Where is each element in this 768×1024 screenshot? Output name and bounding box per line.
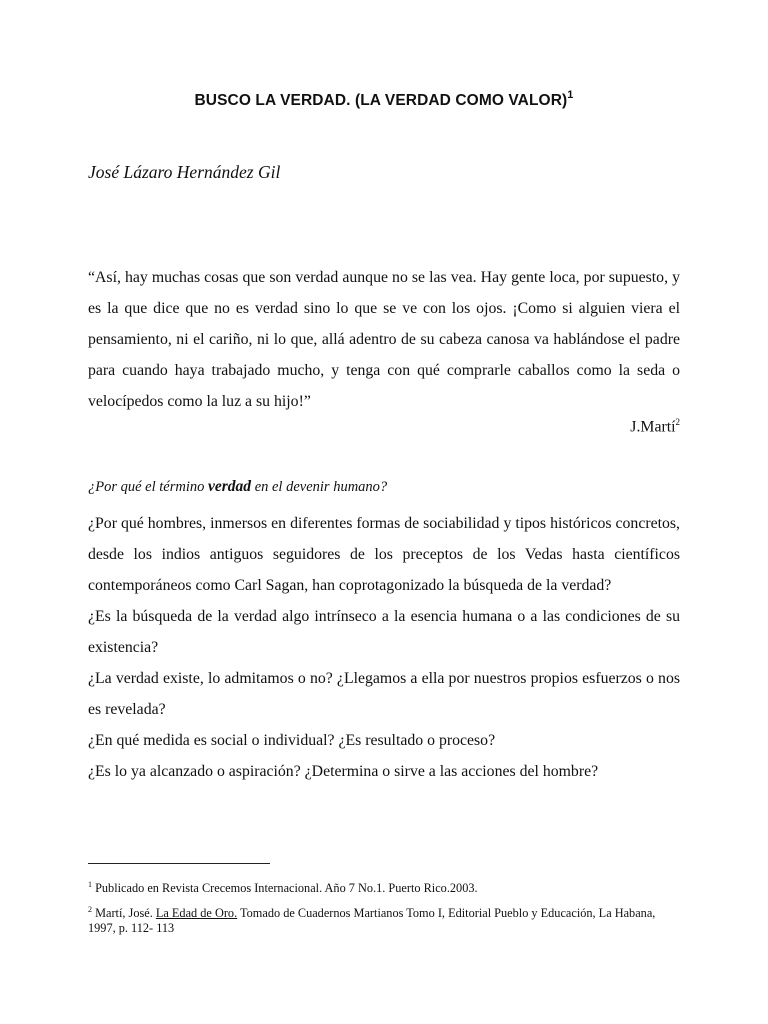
question-paragraph: ¿En qué medida es social o individual? ¿Es resultado o proceso? [88,732,496,749]
question-paragraph: ¿La verdad existe, lo admitamos o no? ¿Llegamos a ella por nuestros propios esfuerzos o nos es revelada? [88,670,680,718]
question-heading [88,478,387,496]
author-name: José Lázaro Hernández Gil [88,162,281,182]
question-paragraph: ¿Por qué hombres, inmersos en diferentes formas de sociabilidad y tipos históricos concretos, desde los indios antiguos seguidores de los preceptos de los Vedas hasta científicos contemporáneos como Carl Sagan, han coprotagonizado la búsqueda de la verdad? [88,515,680,594]
question-paragraph: ¿Es la búsqueda de la verdad algo intrínseco a la esencia humana o a las condiciones de su existencia? [88,608,680,656]
footnote-1 [88,877,680,897]
question-paragraph: ¿Es lo ya alcanzado o aspiración? ¿Determina o sirve a las acciones del hombre? [88,763,599,780]
footnote-book-title: La Edad de Oro. [155,905,238,920]
attribution-text: J.Martí [630,418,676,436]
footnote-marker: 1 [88,880,92,889]
question-heading-emphasis: verdad [208,478,252,495]
document-title [0,90,768,110]
epigraph-quote: “Así, hay muchas cosas que son verdad aunque no se las vea. Hay gente loca, por supuesto, y es la que dice que no es verdad sino lo que se ve con los ojos. ¡Como si alguien viera el pensamiento, ni el cariño, ni lo que, allá adentro de su cabeza canosa va hablándose el padre para cuando haya trabajado mucho, y tenga con qué comprarle caballos como la seda o velocípedos como la luz a su hijo!” [88,269,680,410]
footnote-divider [88,863,270,864]
title-footnote-marker: 1 [567,89,574,101]
footnote-text-prefix: Martí, José. [92,905,156,920]
footnote-text-suffix: Tomado de Cuadernos Martianos Tomo I, Editorial Pueblo y Educación, La Habana, 1997, p. 112- 113 [88,905,656,936]
title-text: BUSCO LA VERDAD. (LA VERDAD COMO VALOR) [194,92,568,110]
question-heading-suffix: en el devenir humano? [251,479,388,495]
footnote-marker: 2 [88,904,92,914]
epigraph-attribution [630,417,680,436]
question-heading-prefix: ¿Por qué el término [88,479,209,495]
footnote-text: Publicado en Revista Crecemos Internacional. Año 7 No.1. Puerto Rico.2003. [92,881,478,896]
footnote-2 [88,902,680,937]
footnotes [88,877,680,942]
questions-list [88,508,680,787]
attribution-footnote-marker: 2 [675,417,680,427]
